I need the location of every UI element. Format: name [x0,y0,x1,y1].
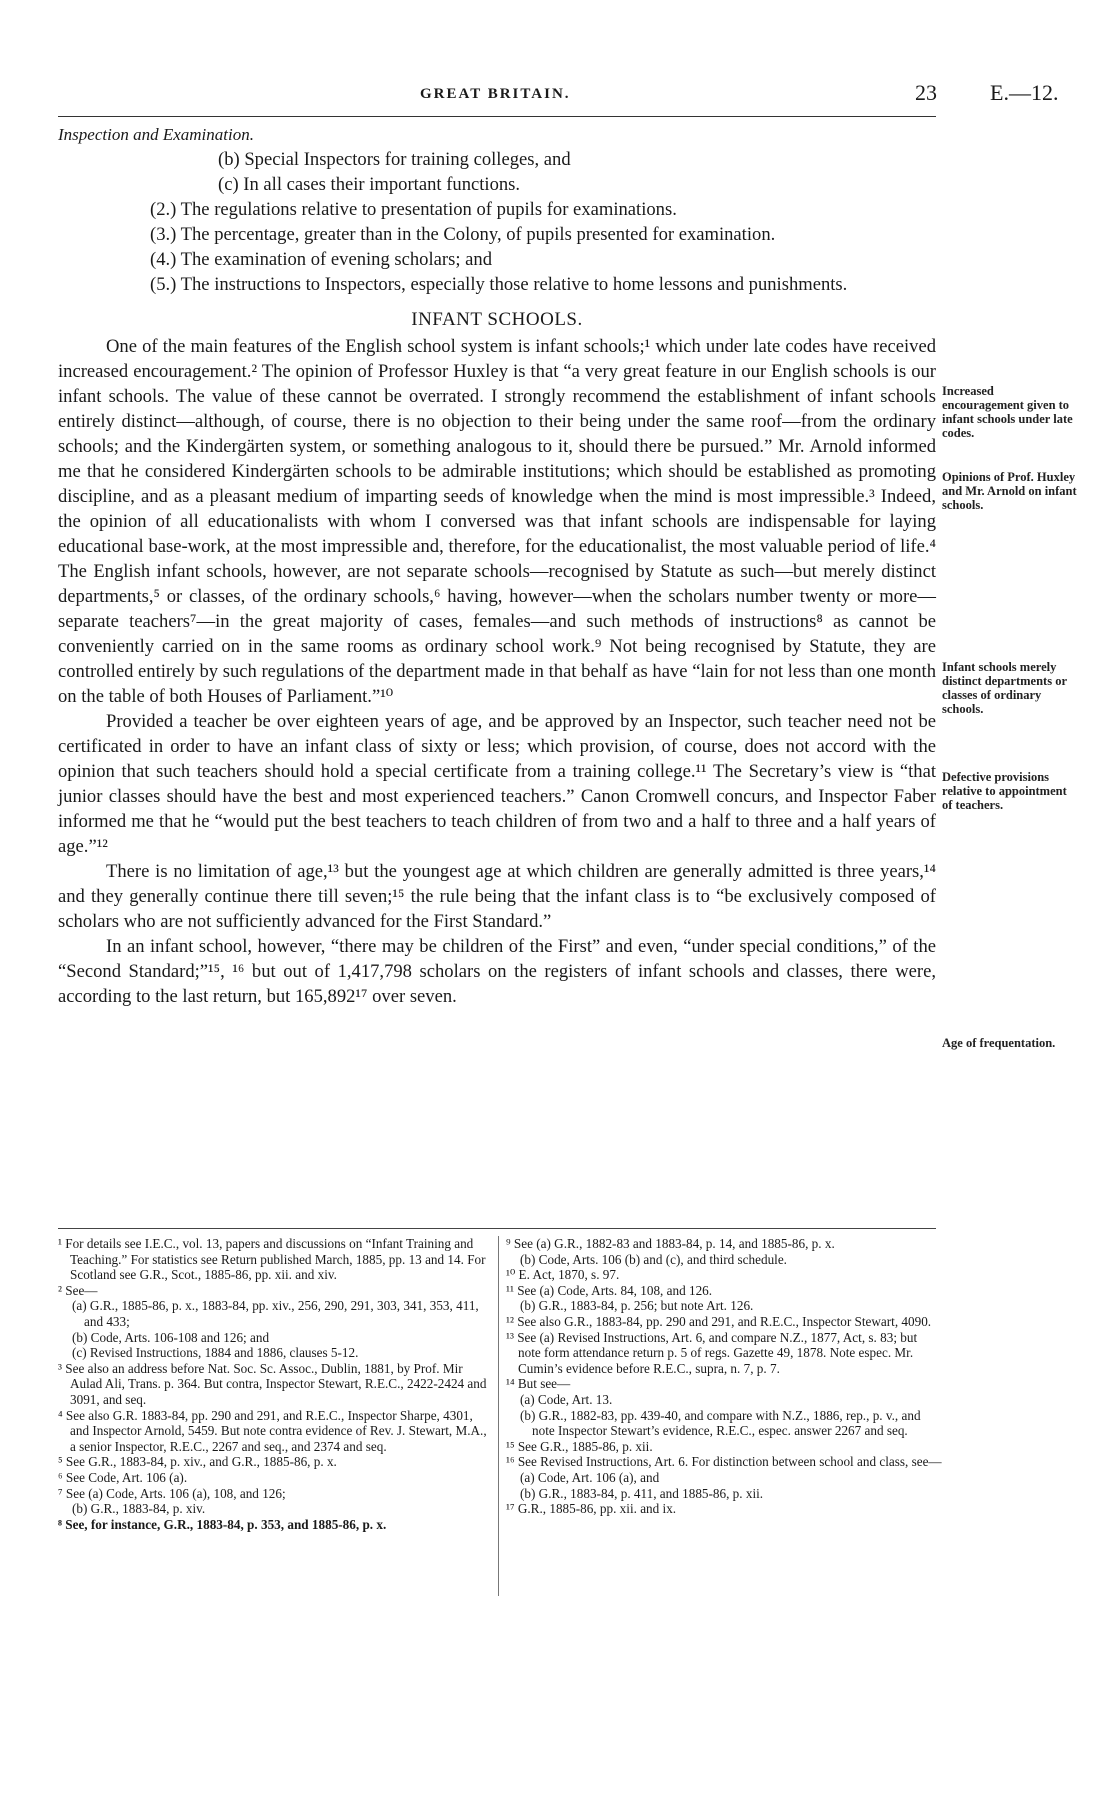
footnote-sub: (a) Code, Art. 106 (a), and [520,1469,660,1485]
continued-list-lead: Inspection and Examination. [58,125,254,144]
main-text [58,122,936,1009]
footnote-sub: (b) G.R., 1883-84, p. 256; but note Art. 126. [520,1298,754,1314]
footnote: ¹⁶ See Revised Instructions, Art. 6. For distinction between school and class, see— [506,1454,942,1470]
paragraph: There is no limitation of age,¹³ but the youngest age at which children are generally admitted is three years,¹⁴ and they generally continue there till seven;¹⁵ the rule being that the infant class is to “be exclusively composed of scholars who are not sufficiently advanced for the First Standard.” [58,861,936,932]
paragraph: One of the main features of the English school system is infant schools;¹ which under late codes have received increased encouragement.² The opinion of Professor Huxley is that “a very great feature in our English schools is our infant schools. The value of these cannot be overrated. I strongly recommend the establishment of infant schools entirely distinct—although, of course, there is no objection to their being under the same roof—from the ordinary schools; and the Kindergärten system, or something analogous to it, should there be pursued.” Mr. Arnold informed me that he considered Kindergärten schools to be admirable institutions; which should be established as promoting discipline, and as a pleasant medium of imparting seeds of knowledge when the mind is most impressible.³ Indeed, the opinion of all educationalists with whom I conversed was that infant schools are indispensable for laying educational base-work, at the most impressible and, therefore, for the educationalist, the most valuable period of life.⁴ The English infant schools, however, are not separate schools—recognised by Statute as such—but merely distinct departments,⁵ or classes, of the ordinary schools,⁶ having, however—when the scholars number twenty or more—separate teachers⁷—in the great majority of cases, females—and such methods of instructions⁸ as cannot be conveniently carried on in the same rooms as ordinary school work.⁹ Not being recognised by Statute, they are controlled entirely by such regulations of the department made in that behalf as have “lain for not less than one month on the table of both Houses of Parliament.”¹⁰ [58,336,936,707]
list-item: (b) Special Inspectors for training colleges, and [218,149,571,170]
footnote: ² See— [58,1282,98,1298]
footnote-sub: (b) G.R., 1883-84, p. 411, and 1885-86, p. xii. [520,1485,764,1501]
header-rule [58,116,936,117]
margin-note: Infant schools merely distinct departments or classes of ordinary schools. [942,660,1067,716]
list-item: (c) In all cases their important functions. [218,174,521,195]
footnote: ⁵ See G.R., 1883-84, p. xiv., and G.R., 1885-86, p. x. [58,1454,337,1470]
footnote: ⁶ See Code, Art. 106 (a). [58,1469,188,1485]
footnotes-right-column [506,1236,942,1517]
footnote: ⁷ See (a) Code, Arts. 106 (a), 108, and 126; [58,1485,286,1501]
section-heading: INFANT SCHOOLS. [411,309,583,330]
margin-note: Defective provisions relative to appointment of teachers. [942,770,1067,812]
footnote: ¹⁰ E. Act, 1870, s. 97. [506,1267,620,1283]
footnote: ¹² See also G.R., 1883-84, pp. 290 and 291, and R.E.C., Inspector Stewart, 4090. [506,1313,932,1329]
footnote: ¹¹ See (a) Code, Arts. 84, 108, and 126. [506,1282,713,1298]
footnote-sub: (b) Code, Arts. 106-108 and 126; and [72,1329,270,1345]
footnote: ³ See also an address before Nat. Soc. Sc. Assoc., Dublin, 1881, by Prof. Mir Aulad Ali, Trans. p. 364. But contra, Inspector Stewart, R.E.C., 2422-2424 and 3091, and seq. [58,1360,487,1407]
footnote: ¹⁵ See G.R., 1885-86, p. xii. [506,1438,653,1454]
footnote-column-divider [498,1236,499,1596]
footnotes-left-column [58,1236,494,1532]
paragraph: Provided a teacher be over eighteen years of age, and be approved by an Inspector, such teacher need not be certificated in order to have an infant class of sixty or less; which provision, of course, does not accord with the opinion that such teachers should hold a special certificate from a training college.¹¹ The Secretary’s view is “that junior classes should have the best and most experienced teachers.” Canon Cromwell concurs, and Inspector Faber informed me that he “would put the best teachers to teach children of from two and a half to three and a half years of age.”¹² [58,711,936,857]
paragraph: In an infant school, however, “there may be children of the First” and even, “under special conditions,” of the “Second Standard;”¹⁵, ¹⁶ but out of 1,417,798 scholars on the registers of infant schools and classes, there were, according to the last return, but 165,892¹⁷ over seven. [58,936,936,1007]
margin-note: Increased encouragement given to infant schools under late codes. [942,384,1073,440]
footnote: ⁸ See, for instance, G.R., 1883-84, p. 353, and 1885-86, p. x. [58,1516,387,1532]
footnote: ¹⁴ But see— [506,1376,571,1392]
footnote: ¹⁷ G.R., 1885-86, pp. xii. and ix. [506,1501,677,1517]
page-number: 23 [915,80,937,105]
margin-note: Opinions of Prof. Huxley and Mr. Arnold on infant schools. [942,470,1077,512]
footnote-sub: (b) G.R., 1882-83, pp. 439-40, and compare with N.Z., 1886, rep., p. v., and note Inspector Stewart’s evidence, R.E.C., espec. answer 2267 and seq. [520,1407,921,1439]
document-code: E.—12. [990,80,1059,105]
footnote-sub: (b) Code, Arts. 106 (b) and (c), and third schedule. [520,1251,787,1267]
footnote: ¹³ See (a) Revised Instructions, Art. 6, and compare N.Z., 1877, Act, s. 83; but note form attendance return p. 5 of regs. Gazette 49, 1878. Note espec. Mr. Cumin’s evidence before R.E.C., supra, n. 7, p. 7. [506,1329,918,1376]
footnote-rule [58,1228,936,1229]
footnote: ⁹ See (a) G.R., 1882-83 and 1883-84, p. 14, and 1885-86, p. x. [506,1236,835,1251]
list-item: (5.) The instructions to Inspectors, especially those relative to home lessons and punishments. [150,274,848,295]
footnote-sub: (a) Code, Art. 13. [520,1391,613,1407]
footnote: ¹ For details see I.E.C., vol. 13, papers and discussions on “Infant Training and Teaching.” For statistics see Return published March, 1885, pp. 13 and 14. For Scotland see G.R., Scot., 1885-86, pp. xii. and xiv. [58,1236,486,1283]
list-item: (4.) The examination of evening scholars; and [150,249,492,270]
list-item: (2.) The regulations relative to presentation of pupils for examinations. [150,199,677,220]
margin-note: Age of frequentation. [942,1036,1056,1050]
list-item: (3.) The percentage, greater than in the Colony, of pupils presented for examination. [150,224,776,245]
footnote-sub: (a) G.R., 1885-86, p. x., 1883-84, pp. xiv., 256, 290, 291, 303, 341, 353, 411, and 433; [72,1298,479,1329]
footnote: ⁴ See also G.R. 1883-84, pp. 290 and 291, and R.E.C., Inspector Sharpe, 4301, and Inspector Arnold, 5459. But note contra evidence of Rev. J. Stewart, M.A., a senior Inspector, R.E.C., 2267 and seq., and 2374 and seq. [58,1407,487,1454]
running-title: GREAT BRITAIN. [420,86,571,102]
footnote-sub: (c) Revised Instructions, 1884 and 1886, clauses 5-12. [72,1345,359,1361]
footnote-sub: (b) G.R., 1883-84, p. xiv. [72,1501,206,1517]
